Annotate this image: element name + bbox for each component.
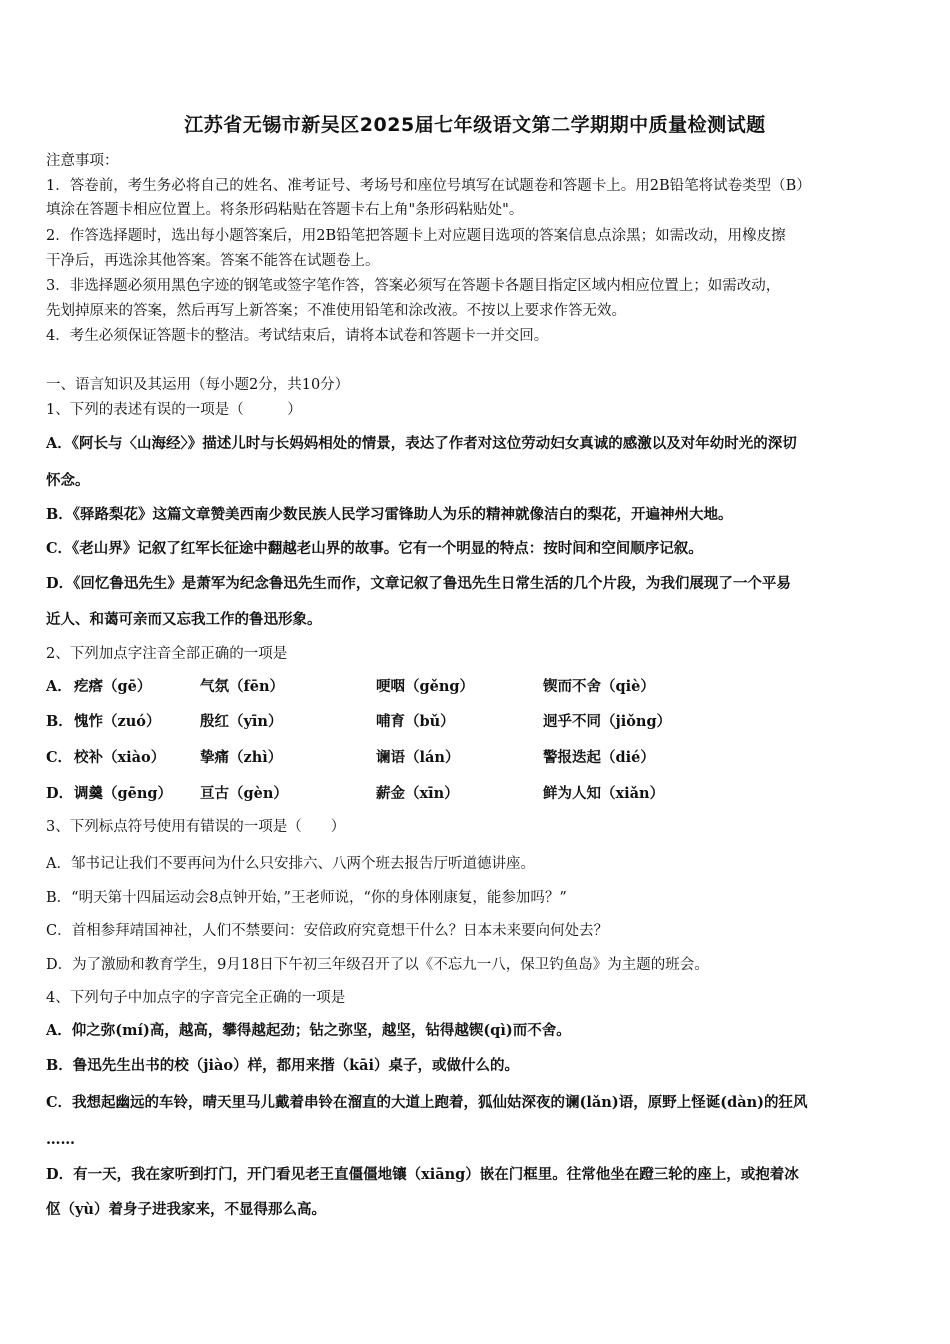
notice-line: 先划掉原来的答案，然后再写上新答案；不准使用铅笔和涂改液。不按以上要求作答无效。	[46, 303, 626, 319]
option-item: 挚痛（zhì）	[200, 749, 283, 766]
option-item: 调羹（gēng）	[74, 785, 173, 802]
option-item: 迥乎不同（jiǒng）	[543, 713, 672, 730]
question-4-option-b: B．鲁迅先生出书的校（jiào）样，都用来揩（kāi）桌子，或做什么的。	[46, 1057, 520, 1074]
notice-heading: 注意事项：	[46, 153, 119, 169]
option-item: 愧怍（zuó）	[74, 713, 161, 730]
question-3-option-b: B．“明天第十四届运动会8点钟开始，”王老师说，“你的身体刚康复，能参加吗？”	[46, 890, 567, 906]
notice-line: 3．非选择题必须用黑色字迹的钢笔或签字笔作答，答案必须写在答题卡各题目指定区域内相应位置上；如需改动，	[46, 278, 781, 294]
notice-line: 4．考生必须保证答题卡的整洁。考试结束后，请将本试卷和答题卡一并交回。	[46, 328, 549, 344]
option-item: 谰语（lán）	[376, 749, 460, 766]
option-item: 薪金（xīn）	[376, 785, 459, 802]
notice-line: 填涂在答题卡相应位置上。将条形码粘贴在答题卡右上角"条形码粘贴处"。	[46, 202, 524, 218]
question-4-option-a: A．仰之弥(mí)高，越高，攀得越起劲；钻之弥坚，越坚，钻得越锲(qì)而不舍。	[46, 1022, 571, 1039]
option-item: 亘古（gèn）	[200, 785, 288, 802]
option-item: 殷红（yīn）	[200, 713, 283, 730]
option-item: 哺育（bǔ）	[376, 713, 455, 730]
section-heading: 一、语言知识及其运用（每小题2分，共10分）	[46, 377, 350, 393]
question-4-option-d: D．有一天，我在家听到打门，开门看见老王直僵僵地镶（xiāng）嵌在门框里。往常他坐在蹬三轮的座上，或抱着冰	[46, 1166, 799, 1183]
option-label: A．	[46, 678, 72, 695]
question-1-option-a-cont: 怀念。	[46, 472, 90, 489]
question-2-stem: 2、下列加点字注音全部正确的一项是	[46, 646, 288, 662]
question-4-option-d-cont: 伛（yù）着身子进我家来，不显得那么高。	[46, 1201, 326, 1218]
question-1-stem: 1、下列的表述有误的一项是（ ）	[46, 402, 302, 418]
notice-line: 2．作答选择题时，选出每小题答案后，用2B铅笔把答题卡上对应题目选项的答案信息点涂黑；如需改动，用橡皮擦	[46, 228, 786, 244]
option-item: 疙瘩（gē）	[74, 678, 152, 695]
question-1-option-d: D．《回忆鲁迅先生》是萧军为纪念鲁迅先生而作，文章记叙了鲁迅先生日常生活的几个片段，为我们展现了一个平易	[46, 575, 791, 592]
option-label: D．	[46, 785, 74, 802]
question-1-option-b: B．《驿路梨花》这篇文章赞美西南少数民族人民学习雷锋助人为乐的精神就像洁白的梨花，开遍神州大地。	[46, 506, 733, 523]
question-4-stem: 4、下列句子中加点字的字音完全正确的一项是	[46, 990, 346, 1006]
question-1-option-c: C．《老山界》记叙了红军长征途中翻越老山界的故事。它有一个明显的特点：按时间和空间顺序记叙。	[46, 540, 703, 557]
option-item: 锲而不舍（qiè）	[543, 678, 655, 695]
option-item: 校补（xiào）	[74, 749, 166, 766]
option-label: C．	[46, 749, 73, 766]
question-3-option-d: D．为了激励和教育学生，9月18日下午初三年级召开了以《不忘九一八，保卫钓鱼岛》为主题的班会。	[46, 957, 709, 973]
question-3-option-a: A．邹书记让我们不要再问为什么只安排六、八两个班去报告厅听道德讲座。	[46, 856, 535, 872]
option-item: 警报迭起（dié）	[543, 749, 655, 766]
notice-line: 1．答卷前，考生务必将自己的姓名、准考证号、考场号和座位号填写在试题卷和答题卡上。用2B铅笔将试卷类型（B）	[46, 178, 811, 194]
notice-line: 干净后，再选涂其他答案。答案不能答在试题卷上。	[46, 253, 380, 269]
question-1-option-a: A．《阿长与〈山海经〉》描述儿时与长妈妈相处的情景，表达了作者对这位劳动妇女真诚的感激以及对年幼时光的深切	[46, 435, 797, 452]
question-4-option-c: C．我想起幽远的车铃，晴天里马儿戴着串铃在溜直的大道上跑着，狐仙姑深夜的谰(lǎn)语，原野上怪诞(dàn)的狂风	[46, 1094, 808, 1111]
option-label: B．	[46, 713, 73, 730]
question-4-option-c-cont: ……	[46, 1131, 75, 1148]
question-3-option-c: C．首相参拜靖国神社，人们不禁要问：安倍政府究竟想干什么？日本未来要向何处去？	[46, 923, 609, 939]
question-3-stem: 3、下列标点符号使用有错误的一项是（ ）	[46, 819, 346, 835]
option-item: 哽咽（gěng）	[376, 678, 475, 695]
question-1-option-d-cont: 近人、和蔼可亲而又忘我工作的鲁迅形象。	[46, 611, 322, 628]
option-item: 鲜为人知（xiǎn）	[543, 785, 665, 802]
option-item: 气氛（fēn）	[200, 678, 285, 695]
page-title: 江苏省无锡市新吴区2025届七年级语文第二学期期中质量检测试题	[184, 114, 766, 136]
